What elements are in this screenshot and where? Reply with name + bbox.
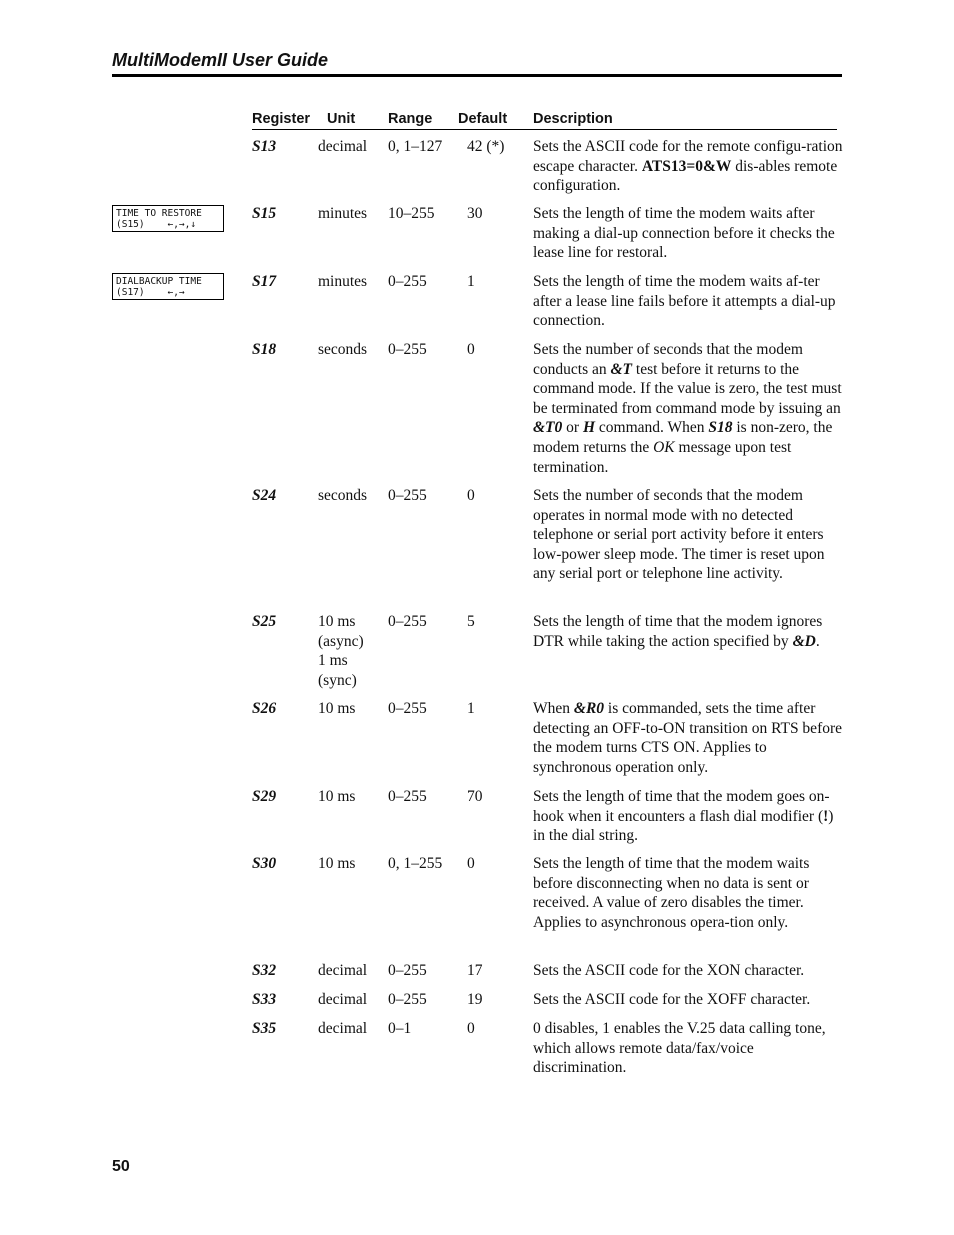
unit-value: seconds <box>318 487 368 504</box>
register-name: S30 <box>252 855 277 872</box>
range-value: 0–1 <box>388 1020 412 1037</box>
description-text: Sets the length of time that the modem ignores DTR while taking the action specified by &D. <box>533 613 823 650</box>
unit-value: decimal <box>318 1020 368 1037</box>
description-text: Sets the number of seconds that the modem conducts an &T test before it returns to the command mode. If the value is zero, the test must be terminated from command mode by issuing an &T0 or H command. When S18 is non-zero, the modem returns the OK message upon test termination. <box>533 341 842 476</box>
default-value: 70 <box>467 788 483 805</box>
unit-value: minutes <box>318 273 368 290</box>
range-value: 0–255 <box>388 700 427 717</box>
description-text: Sets the number of seconds that the modem operates in normal mode with no detected telephone or serial port activity before it enters low-power sleep mode. The timer is reset upon any serial port or telephone line activity. <box>533 487 825 583</box>
page-number: 50 <box>112 1158 130 1175</box>
default-value: 1 <box>467 700 475 717</box>
col-range: Range <box>388 111 433 127</box>
unit-value: 10 ms <box>318 855 356 872</box>
default-value: 0 <box>467 341 475 358</box>
unit-value: decimal <box>318 138 368 155</box>
description-text: Sets the ASCII code for the XON character. <box>533 962 805 979</box>
default-value: 0 <box>467 487 475 504</box>
range-value: 0–255 <box>388 962 427 979</box>
description-text: Sets the length of time that the modem waits before disconnecting when no data is sent or received. A value of zero disables the timer. Applies to asynchronous opera-tion only. <box>533 855 810 931</box>
range-value: 0–255 <box>388 613 427 630</box>
range-value: 0–255 <box>388 341 427 358</box>
range-value: 0–255 <box>388 487 427 504</box>
lcd-display-s17: DIALBACKUP TIME (S17) ←,→ <box>112 273 224 300</box>
default-value: 0 <box>467 855 475 872</box>
col-register: Register <box>252 111 311 127</box>
unit-value: decimal <box>318 991 368 1008</box>
register-name: S24 <box>252 487 277 504</box>
register-name: S33 <box>252 991 277 1008</box>
default-value: 1 <box>467 273 475 290</box>
header-rule <box>112 74 842 77</box>
range-value: 0, 1–127 <box>388 138 443 155</box>
default-value: 0 <box>467 1020 475 1037</box>
lcd-display-s15: TIME TO RESTORE (S15) ←,→,↓ <box>112 205 224 232</box>
header-title: MultiModemII User Guide <box>112 50 329 70</box>
unit-value: decimal <box>318 962 368 979</box>
description-text: Sets the length of time that the modem goes on-hook when it encounters a flash dial modifier (!) in the dial string. <box>533 788 834 845</box>
range-value: 0, 1–255 <box>388 855 443 872</box>
register-name: S35 <box>252 1020 277 1037</box>
default-value: 19 <box>467 991 483 1008</box>
col-default: Default <box>458 111 508 127</box>
col-description: Description <box>533 111 613 127</box>
unit-value: minutes <box>318 205 368 222</box>
range-value: 0–255 <box>388 991 427 1008</box>
unit-value: seconds <box>318 341 368 358</box>
table-header-rule <box>252 129 837 130</box>
default-value: 30 <box>467 205 483 222</box>
default-value: 17 <box>467 962 483 979</box>
register-name: S18 <box>252 341 277 358</box>
default-value: 42 (*) <box>467 138 505 155</box>
register-name: S17 <box>252 273 277 290</box>
unit-value: 10 ms <box>318 700 356 717</box>
unit-value: 10 ms <box>318 788 356 805</box>
range-value: 0–255 <box>388 788 427 805</box>
register-name: S29 <box>252 788 277 805</box>
default-value: 5 <box>467 613 475 630</box>
description-text: Sets the ASCII code for the remote configu-ration escape character. ATS13=0&W dis-ables remote configuration. <box>533 138 843 195</box>
register-name: S13 <box>252 138 277 155</box>
description-text: When &R0 is commanded, sets the time after detecting an OFF-to-ON transition on RTS before the modem turns CTS ON. Applies to synchronous operation only. <box>533 700 843 776</box>
register-name: S32 <box>252 962 277 979</box>
description-text: Sets the ASCII code for the XOFF character. <box>533 991 811 1008</box>
description-text: 0 disables, 1 enables the V.25 data calling tone, which allows remote data/fax/voice discrimination. <box>533 1020 826 1077</box>
range-value: 10–255 <box>388 205 435 222</box>
register-name: S25 <box>252 613 277 630</box>
col-unit: Unit <box>327 111 356 127</box>
register-name: S26 <box>252 700 277 717</box>
unit-value: 10 ms (async) 1 ms (sync) <box>318 613 364 689</box>
description-text: Sets the length of time the modem waits after making a dial-up connection before it checks the lease line for restoral. <box>533 205 835 262</box>
description-text: Sets the length of time the modem waits af-ter after a lease line fails before it attempts a dial-up connection. <box>533 273 836 330</box>
register-name: S15 <box>252 205 277 222</box>
range-value: 0–255 <box>388 273 427 290</box>
